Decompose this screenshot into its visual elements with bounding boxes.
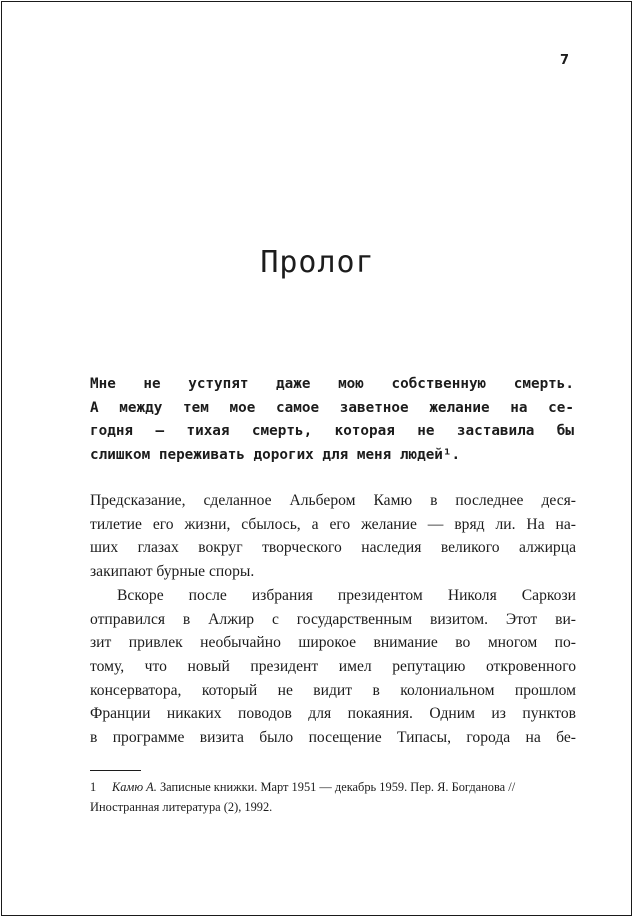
paragraph-2 xyxy=(90,584,576,750)
epigraph-line: слишком переживать дорогих для меня людей¹. xyxy=(90,446,461,463)
epigraph xyxy=(90,373,574,467)
footnote-line xyxy=(90,778,576,798)
text-line: консерватора, который не видит в колониальном прошлом xyxy=(90,681,576,699)
text-line: отправился в Алжир с государственным визитом. Этот ви- xyxy=(90,610,576,628)
footnote xyxy=(90,778,576,817)
text-line: зит привлек необычайно широкое внимание во многом по- xyxy=(90,634,576,652)
book-page xyxy=(1,1,632,916)
epigraph-line: Мне не уступят даже мою собственную смерть. xyxy=(90,376,574,392)
footnote-line: Иностранная литература (2), 1992. xyxy=(90,799,273,814)
footnote-author: Камю А. xyxy=(112,780,157,794)
text-line: ших глазах вокруг творческого наследия великого алжирца xyxy=(90,539,576,557)
text-line: Вскоре после избрания президентом Николя Саркози xyxy=(117,586,576,604)
text-line: Предсказание, сделанное Альбером Камю в последнее деся- xyxy=(90,492,576,509)
paragraph-1 xyxy=(90,489,576,584)
page-number: 7 xyxy=(560,53,570,68)
footnote-rule xyxy=(90,770,141,771)
footnote-number: 1 xyxy=(90,780,97,794)
body-text xyxy=(90,489,576,750)
footnote-citation: Записные книжки. Март 1951 — декабрь 1959. Пер. Я. Богданова // xyxy=(156,780,516,794)
text-line: тому, что новый президент имел репутацию откровенного xyxy=(90,657,576,675)
text-line: Франции никаких поводов для покаяния. Одним из пунктов xyxy=(90,705,576,723)
chapter-title: Пролог xyxy=(260,245,375,280)
text-line: в программе визита было посещение Типасы, города на бе- xyxy=(90,729,576,747)
epigraph-line: А между тем мое самое заветное желание на се- xyxy=(90,399,574,416)
text-line: тилетие его жизни, сбылось, а его желание — вряд ли. На на- xyxy=(90,515,576,533)
text-line: закипают бурные споры. xyxy=(90,563,255,581)
epigraph-line: годня — тихая смерть, которая не заставила бы xyxy=(90,423,574,439)
